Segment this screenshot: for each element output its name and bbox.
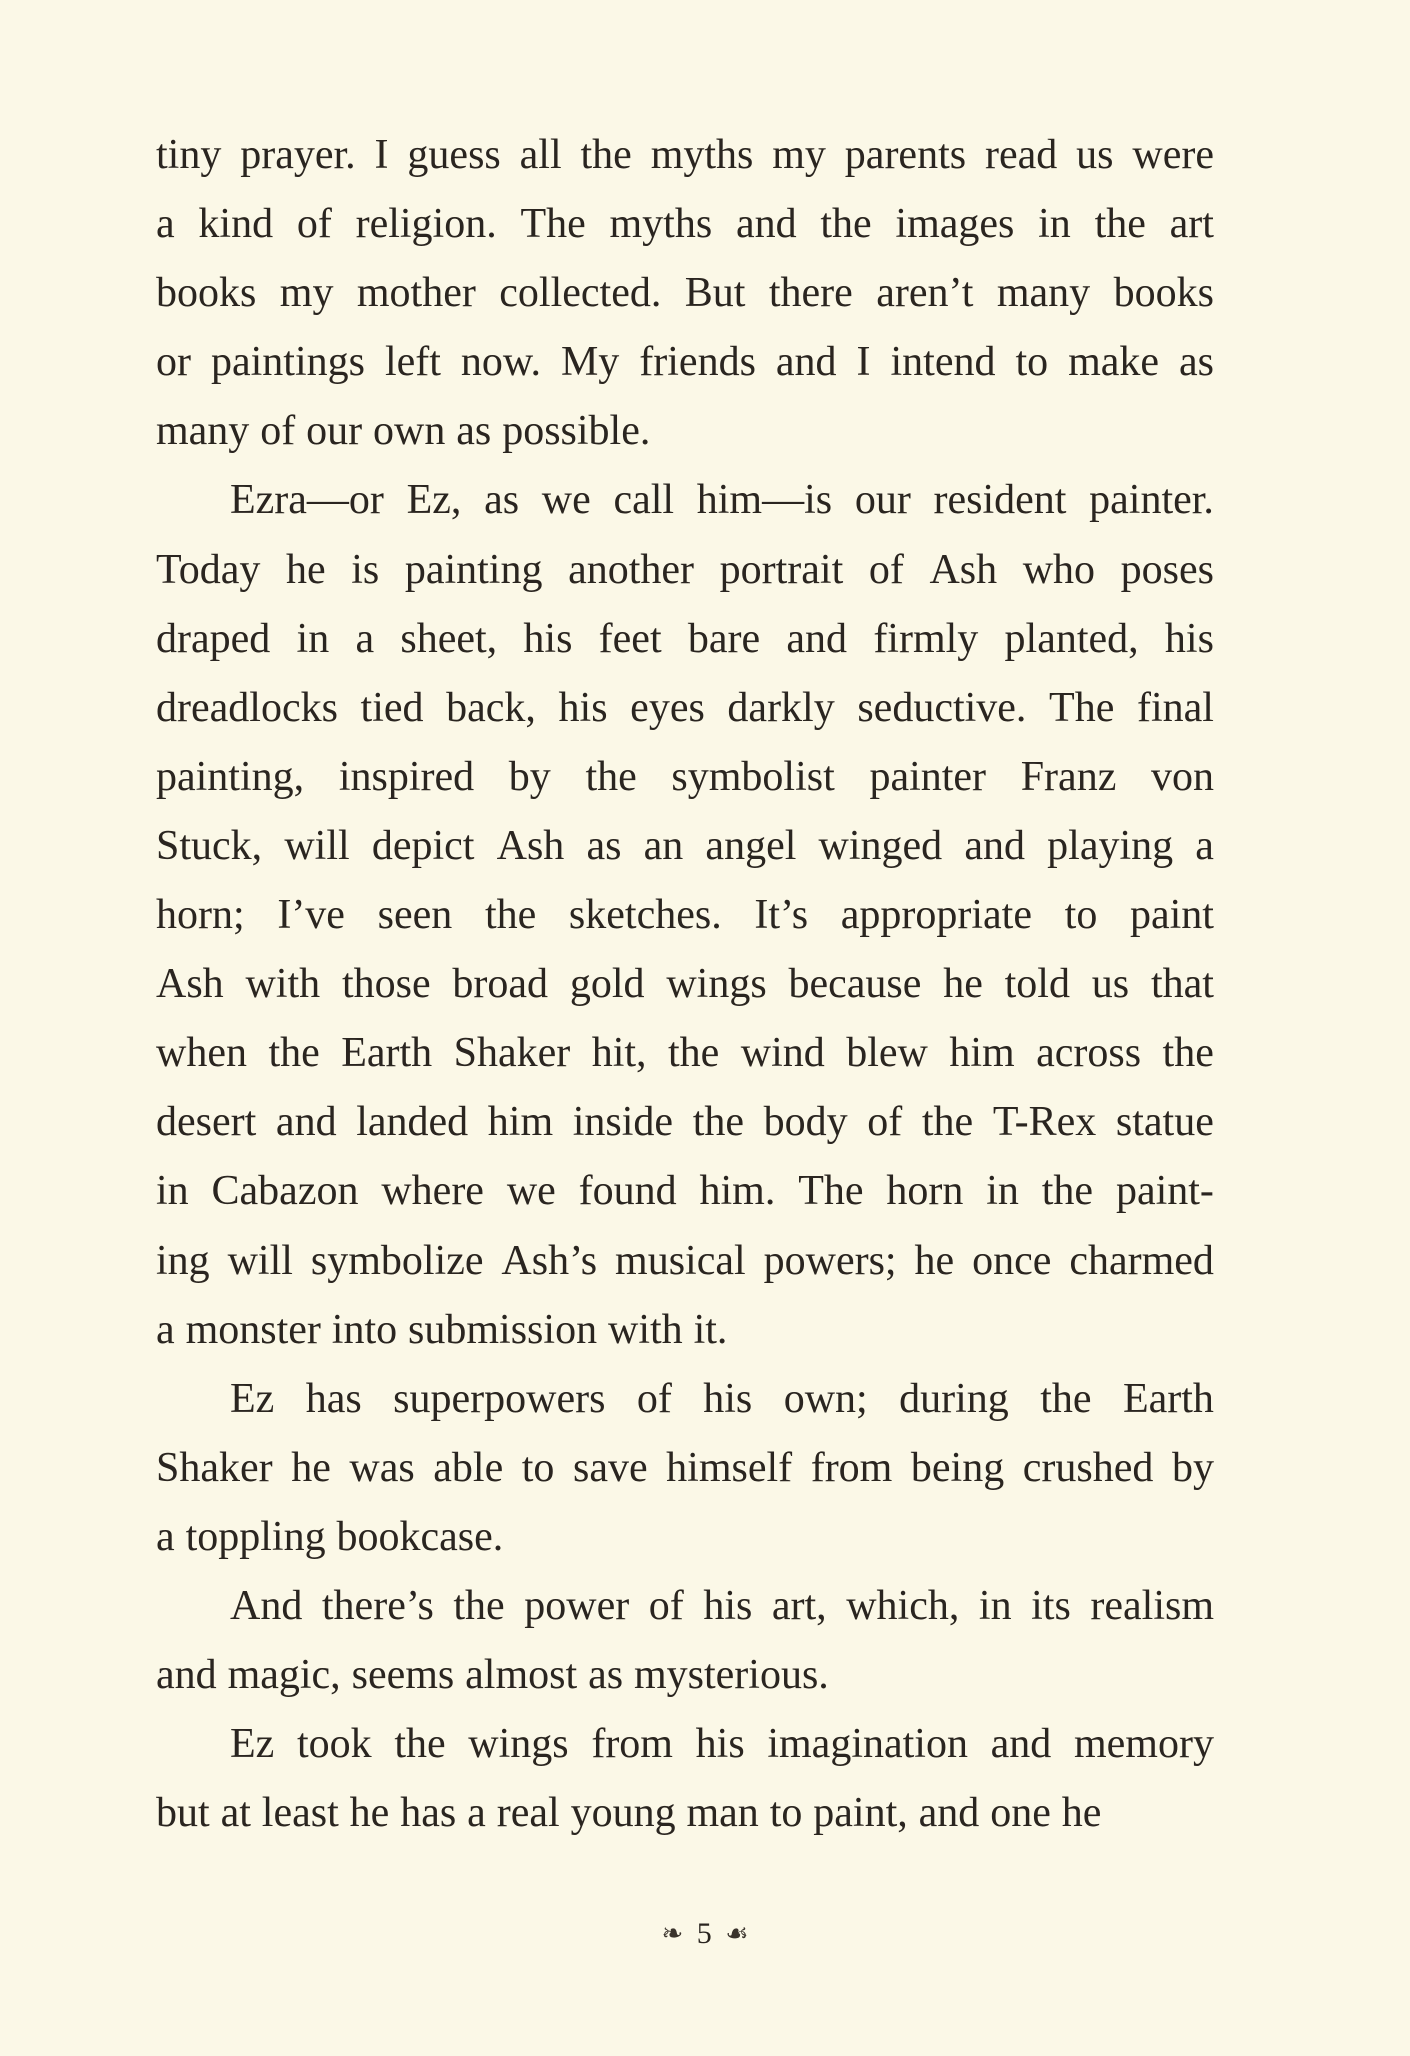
text-line: a monster into submission with it. bbox=[156, 1306, 728, 1353]
paragraph bbox=[156, 1710, 1214, 1848]
paragraph bbox=[156, 121, 1214, 466]
paragraph bbox=[156, 1572, 1214, 1710]
text-line: desert and landed him inside the body of the T-Rex statue bbox=[156, 1099, 1214, 1146]
paragraph bbox=[156, 1365, 1214, 1572]
text-line: tiny prayer. I guess all the myths my parents read us were bbox=[156, 132, 1214, 178]
text-line: Ez has superpowers of his own; during the Earth bbox=[230, 1375, 1214, 1422]
body-text bbox=[156, 121, 1214, 1848]
text-line: or paintings left now. My friends and I intend to make as bbox=[156, 339, 1214, 386]
text-line: painting, inspired by the symbolist painter Franz von bbox=[156, 753, 1214, 800]
page-number: 5 bbox=[696, 1917, 712, 1951]
text-line: Ash with those broad gold wings because he told us that bbox=[156, 961, 1214, 1008]
text-line: Stuck, will depict Ash as an angel winged and playing a bbox=[156, 822, 1214, 869]
ornament-scroll-right-icon: ☙ bbox=[725, 1919, 749, 1949]
text-line: books my mother collected. But there aren’t many books bbox=[156, 270, 1214, 317]
text-line: horn; I’ve seen the sketches. It’s appropriate to paint bbox=[156, 892, 1214, 939]
text-line: and magic, seems almost as mysterious. bbox=[156, 1652, 829, 1699]
ornament-scroll-left-icon: ❧ bbox=[661, 1919, 684, 1949]
text-line: dreadlocks tied back, his eyes darkly seductive. The final bbox=[156, 684, 1214, 731]
text-line: many of our own as possible. bbox=[156, 408, 651, 455]
text-line: And there’s the power of his art, which, in its realism bbox=[230, 1582, 1214, 1629]
text-line: Ez took the wings from his imagination and memory bbox=[230, 1721, 1214, 1768]
text-line: Today he is painting another portrait of Ash who poses bbox=[156, 546, 1214, 593]
text-line: but at least he has a real young man to paint, and one he bbox=[156, 1790, 1102, 1837]
text-line: a toppling bookcase. bbox=[156, 1513, 504, 1560]
text-line: when the Earth Shaker hit, the wind blew him across the bbox=[156, 1030, 1214, 1077]
text-line: in Cabazon where we found him. The horn in the paint- bbox=[156, 1168, 1214, 1215]
text-line: ing will symbolize Ash’s musical powers; he once charmed bbox=[156, 1237, 1214, 1284]
page-footer bbox=[0, 1912, 1410, 1954]
text-line: draped in a sheet, his feet bare and firmly planted, his bbox=[156, 615, 1214, 662]
text-line: Ezra—or Ez, as we call him—is our resident painter. bbox=[230, 477, 1214, 524]
text-line: a kind of religion. The myths and the images in the art bbox=[156, 201, 1214, 248]
text-line: Shaker he was able to save himself from being crushed by bbox=[156, 1444, 1214, 1491]
paragraph bbox=[156, 466, 1214, 1364]
